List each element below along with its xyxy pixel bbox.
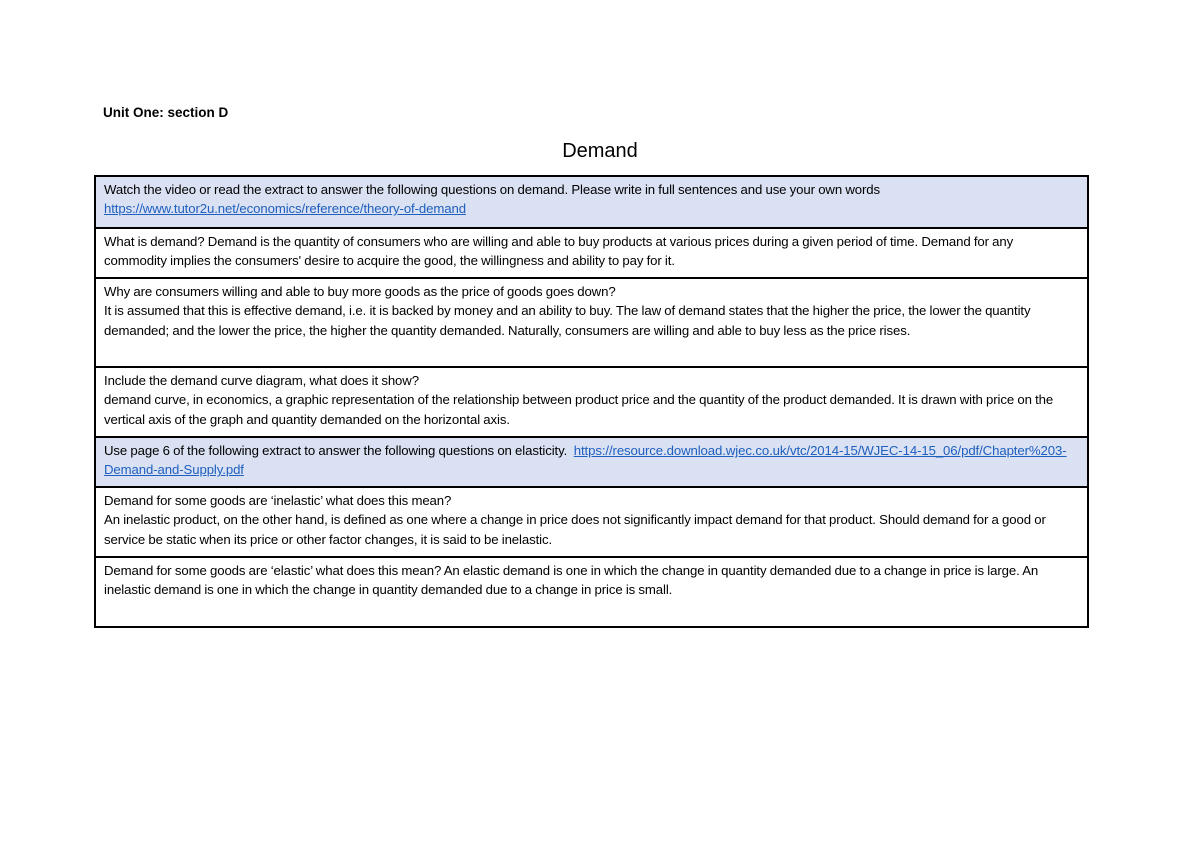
table-row — [95, 437, 1088, 487]
worksheet-table — [94, 175, 1089, 628]
table-row — [95, 367, 1088, 437]
answer-text: demand curve, in economics, a graphic representation of the relationship between product price and the quantity of the product demanded. It is drawn with price on the vertical axis of the graph and quantity demanded on the horizontal axis. — [104, 392, 1054, 427]
page-title: Demand — [562, 140, 638, 162]
answer-text: An inelastic product, on the other hand, is defined as one where a change in price does not significantly impact demand for that product. Should demand for a good or service be static when its price or other factor changes, it is said to be inelastic. — [104, 512, 1046, 547]
table-row — [95, 557, 1088, 627]
elastic-answer-text: Demand for some goods are ‘elastic’ what does this mean? An elastic demand is one in which the change in quantity demanded due to a change in price is large. An inelastic demand is one in which the change in quantity demanded due to a change in price is small. — [104, 563, 1039, 598]
instructions-text: Use page 6 of the following extract to answer the following questions on elasticity. — [104, 443, 568, 458]
section-subtitle: Unit One: section D — [103, 105, 229, 120]
answer-cell — [95, 487, 1088, 557]
answer-cell — [95, 228, 1088, 278]
answer-cell — [95, 557, 1088, 627]
answer-text: It is assumed that this is effective demand, i.e. it is backed by money and an ability to buy. The law of demand states that the higher the price, the lower the quantity demanded; and the lower the price, the higher the quantity demanded. Naturally, consumers are willing and able to buy less as the price rises. — [104, 303, 1031, 338]
table-row — [95, 487, 1088, 557]
instructions-text: Watch the video or read the extract to answer the following questions on demand. Please write in full sentences and use your own words — [104, 182, 881, 197]
question-text: Include the demand curve diagram, what does it show? — [104, 373, 419, 388]
instructions-cell — [95, 437, 1088, 487]
question-text: Demand for some goods are ‘inelastic’ what does this mean? — [104, 493, 452, 508]
tutor2u-link[interactable]: https://www.tutor2u.net/economics/reference/theory-of-demand — [104, 201, 466, 217]
wjec-link[interactable]: https://resource.download.wjec.co.uk/vtc/2014-15/WJEC-14-15_06/pdf/Chapter%203-Demand-and-Supply.pdf — [104, 443, 1067, 478]
answer-cell — [95, 367, 1088, 437]
table-row — [95, 278, 1088, 367]
what-is-demand-text: What is demand? Demand is the quantity of consumers who are willing and able to buy products at various prices during a given period of time. Demand for any commodity implies the consumers' desire to acquire the good, the willingness and ability to pay for it. — [104, 234, 1014, 269]
answer-cell — [95, 278, 1088, 367]
table-row — [95, 176, 1088, 228]
table-row — [95, 228, 1088, 278]
question-text: Why are consumers willing and able to buy more goods as the price of goods goes down? — [104, 284, 616, 299]
instructions-cell — [95, 176, 1088, 228]
